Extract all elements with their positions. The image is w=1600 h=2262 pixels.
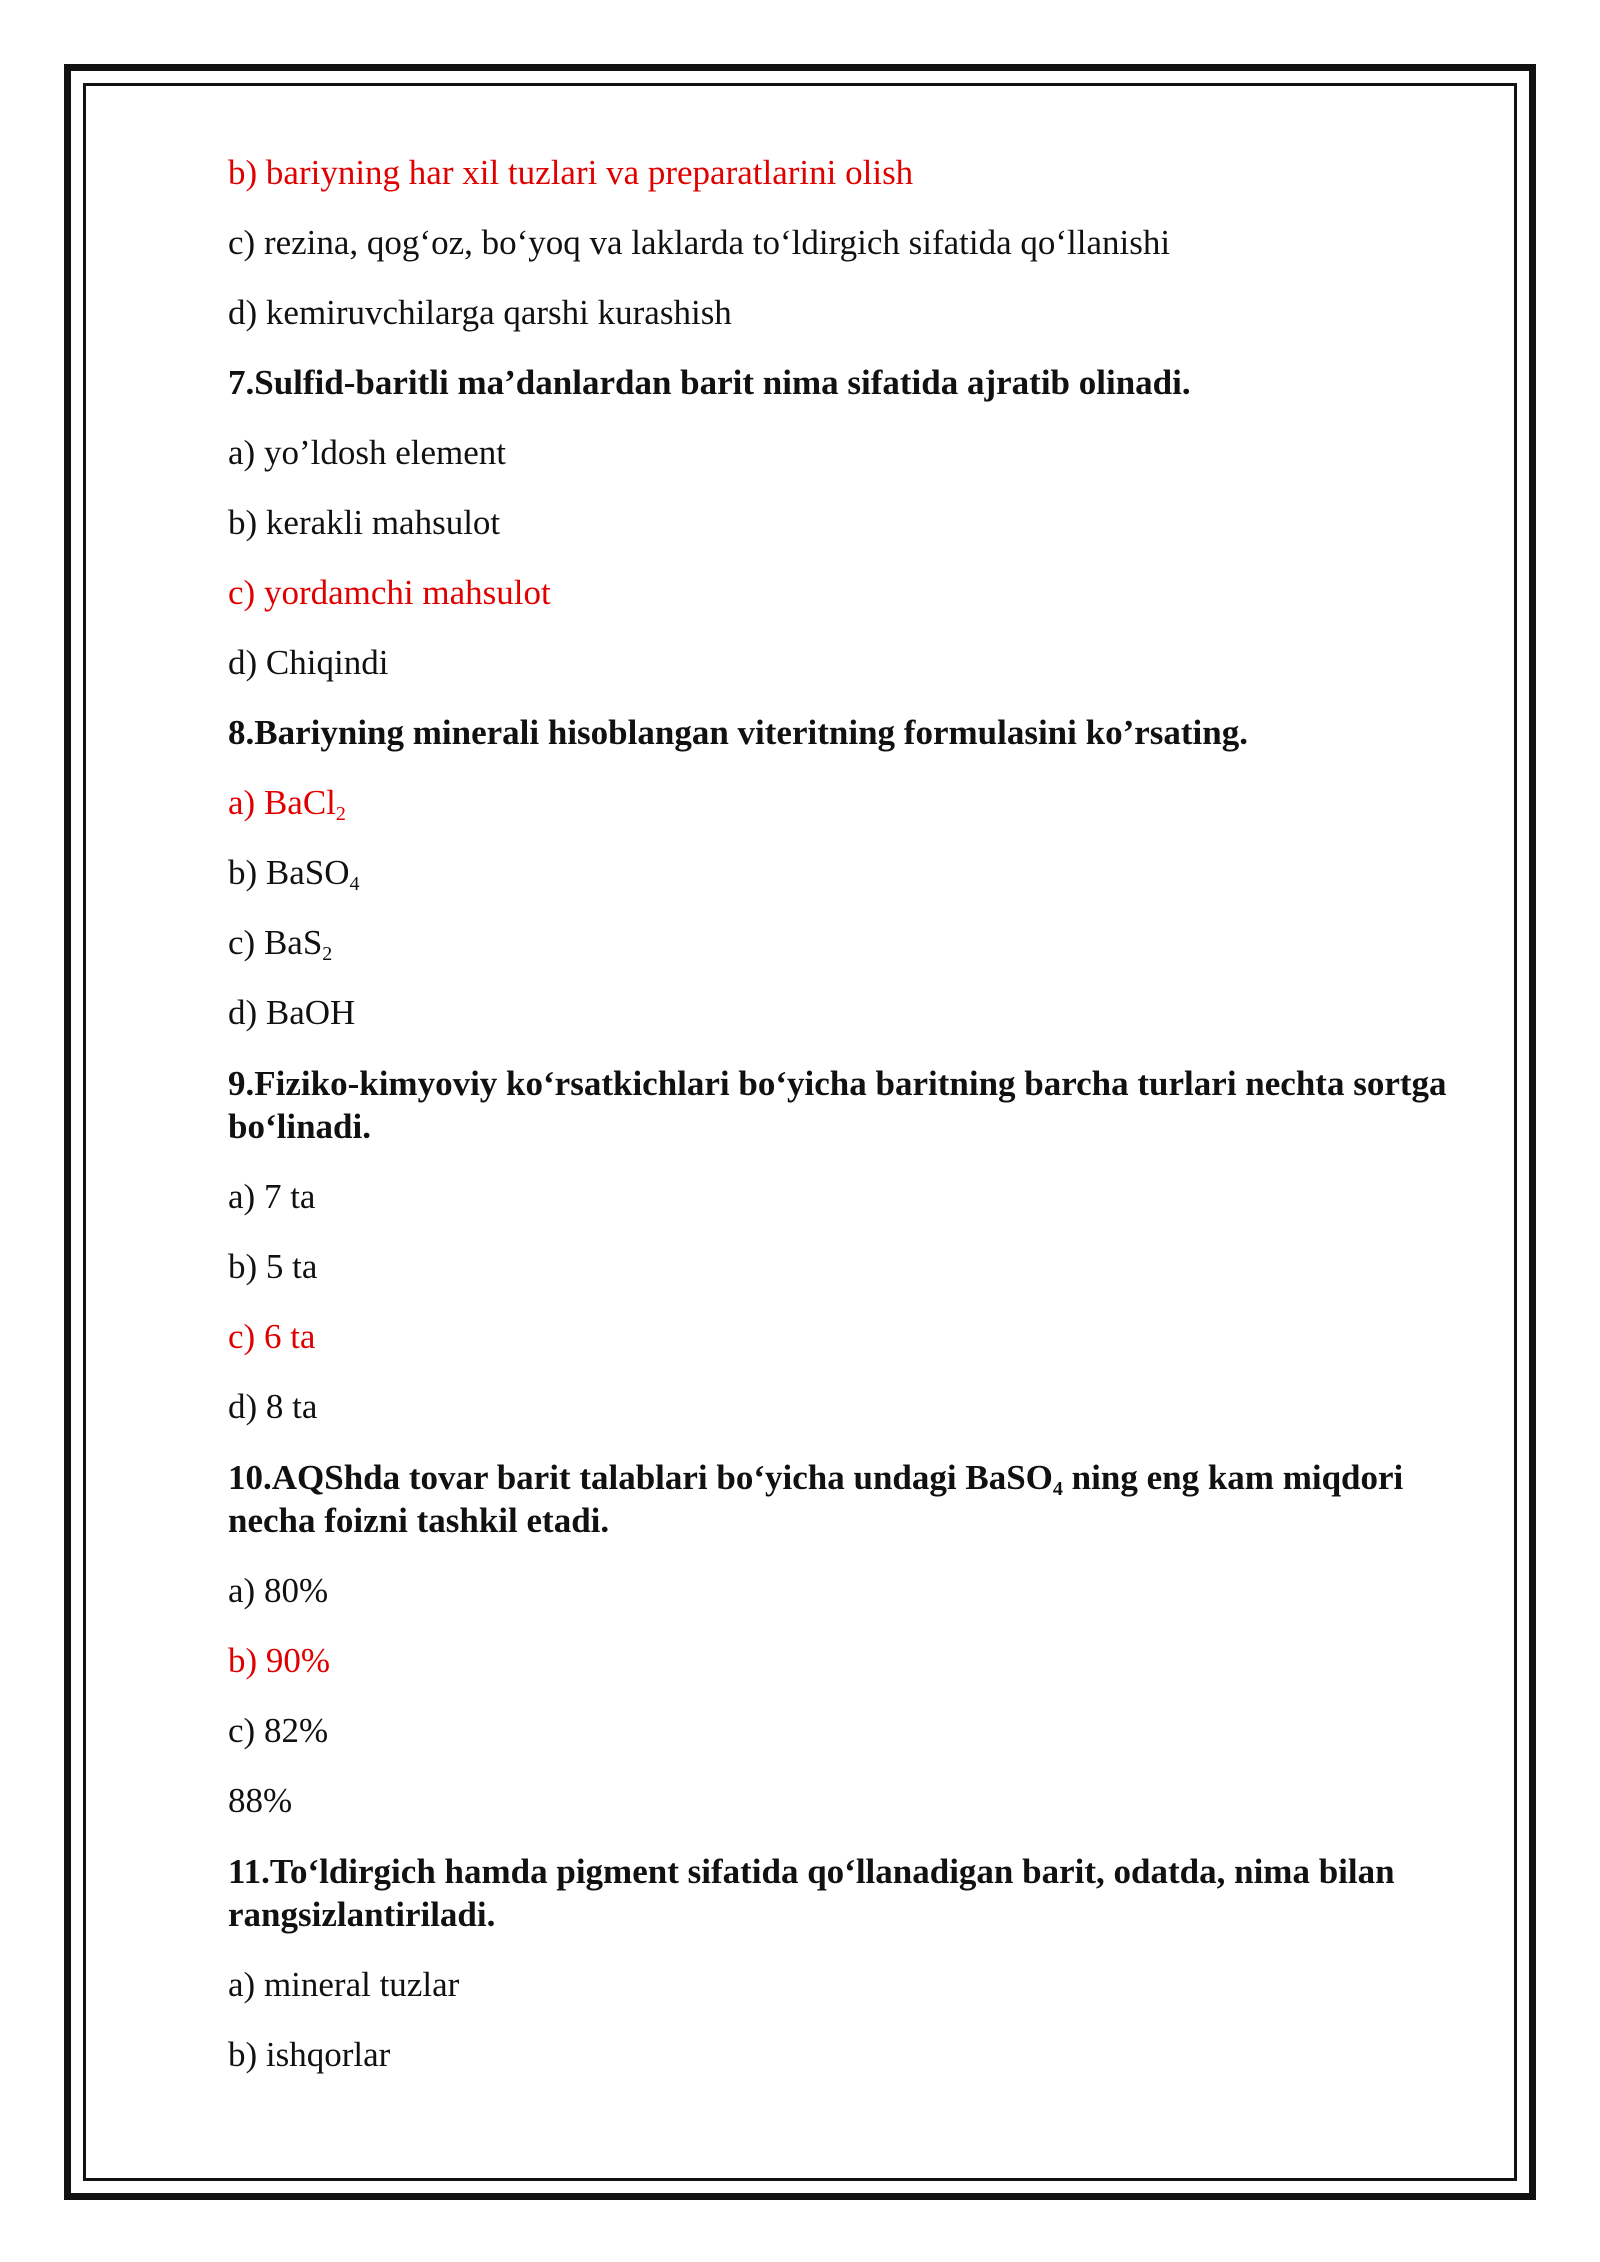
question-10-option-c: c) 82%	[228, 1711, 329, 1750]
question-8-option-d: d) BaOH	[228, 993, 356, 1032]
question-10-option-a: a) 80%	[228, 1571, 329, 1610]
formula-subscript: 2	[335, 803, 346, 825]
question-11-option-a: a) mineral tuzlar	[228, 1965, 460, 2004]
prev-question-option-c: c) rezina, qog‘oz, bo‘yoq va laklarda to‘ldirgich sifatida qo‘llanishi	[228, 223, 1171, 262]
question-9-option-c: c) 6 ta	[228, 1317, 316, 1356]
formula-subscript: 4	[349, 873, 360, 895]
question-10	[228, 1456, 1468, 1542]
formula-subscript: 2	[322, 943, 333, 965]
question-11: 11.To‘ldirgich hamda pigment sifatida qo‘llanadigan barit, odatda, nima bilan rangsizlantiriladi.	[228, 1852, 1395, 1934]
question-10-option-d: 88%	[228, 1781, 293, 1820]
question-7-option-d: d) Chiqindi	[228, 643, 389, 682]
question-10-text-cont: ning eng kam miqdori necha foizni tashkil etadi.	[228, 1458, 1404, 1540]
prev-question-option-d: d) kemiruvchilarga qarshi kurashish	[228, 293, 732, 332]
question-9-option-b: b) 5 ta	[228, 1247, 318, 1286]
question-10-option-b: b) 90%	[228, 1641, 331, 1680]
quiz-content	[228, 152, 1468, 2104]
formula-subscript: 4	[1052, 1478, 1063, 1500]
formula-main: a) BaCl	[228, 783, 336, 822]
question-7-option-b: b) kerakli mahsulot	[228, 503, 501, 542]
question-9: 9.Fiziko-kimyoviy ko‘rsatkichlari bo‘yicha baritning barcha turlari nechta sortga bo‘linadi.	[228, 1064, 1447, 1146]
question-7-option-c: c) yordamchi mahsulot	[228, 573, 551, 612]
question-9-option-a: a) 7 ta	[228, 1177, 316, 1216]
question-8-option-a	[228, 782, 1468, 824]
question-8: 8.Bariyning minerali hisoblangan viteritning formulasini ko’rsating.	[228, 713, 1248, 752]
question-10-text: 10.AQShda tovar barit talablari bo‘yicha undagi BaSO	[228, 1458, 1053, 1497]
question-8-option-b	[228, 852, 1468, 894]
formula-main: b) BaSO	[228, 853, 350, 892]
question-7: 7.Sulfid-baritli ma’danlardan barit nima sifatida ajratib olinadi.	[228, 363, 1191, 402]
formula-main: c) BaS	[228, 923, 323, 962]
question-11-option-b: b) ishqorlar	[228, 2035, 391, 2074]
question-8-option-c	[228, 922, 1468, 964]
prev-question-option-b: b) bariyning har xil tuzlari va preparatlarini olish	[228, 153, 914, 192]
question-9-option-d: d) 8 ta	[228, 1387, 318, 1426]
question-7-option-a: a) yo’ldosh element	[228, 433, 506, 472]
